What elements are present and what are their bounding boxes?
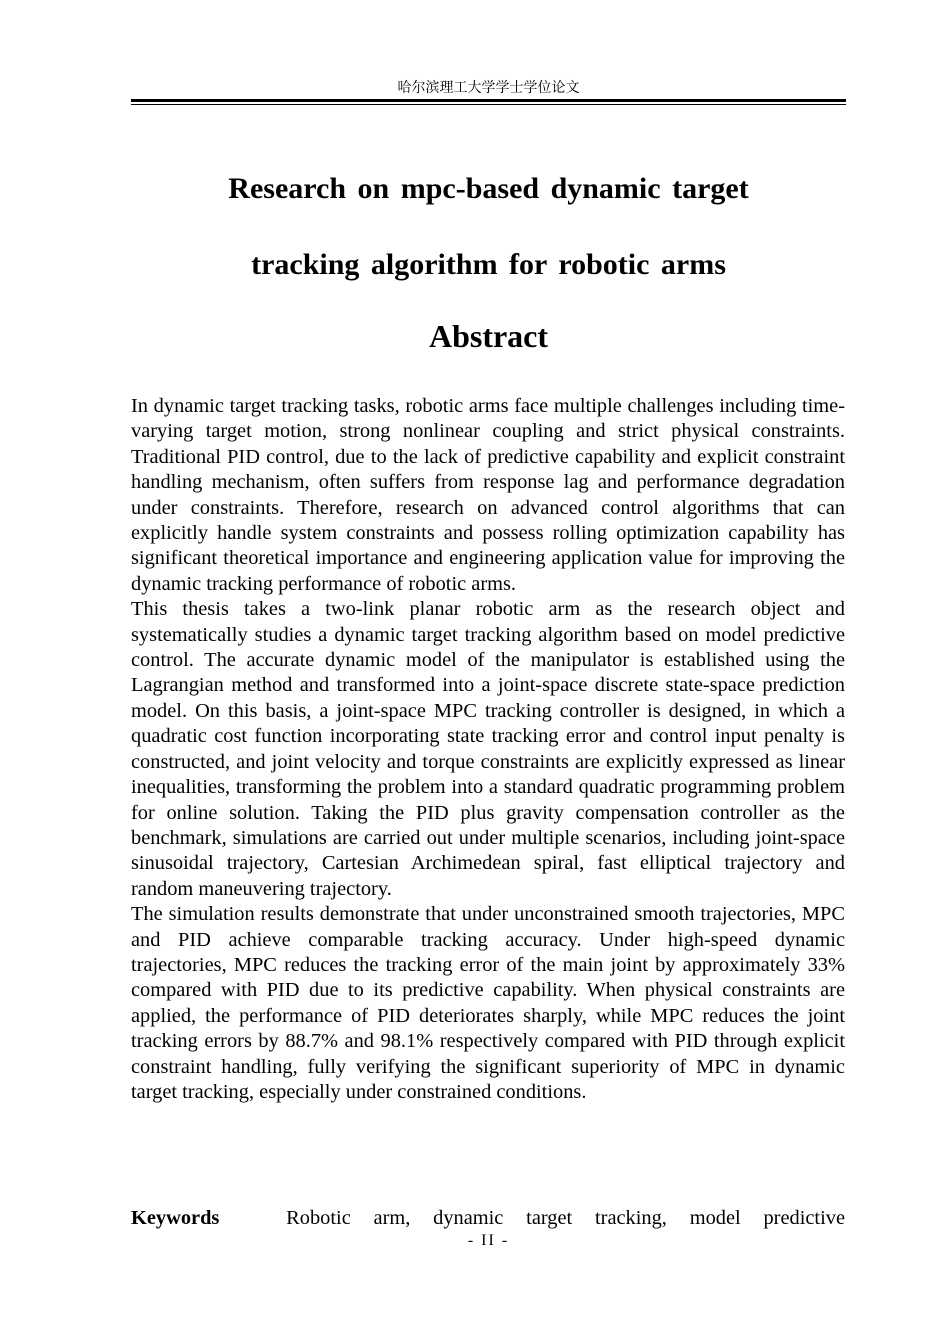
thesis-title-line-2: tracking algorithm for robotic arms [251,248,726,281]
header-double-rule [131,99,846,105]
keywords-text: Robotic arm, dynamic target tracking, model predictive [286,1207,845,1229]
abstract-paragraph-2: This thesis takes a two-link planar robotic arm as the research object and systematically studies a dynamic target tracking algorithm based on model predictive control. The accurate dynamic model of the manipulator is established using the Lagrangian method and transformed into a joint-space discrete state-space prediction model. On this basis, a joint-space MPC tracking controller is designed, in which a quadratic cost function incorporating state tracking error and control input penalty is constructed, and joint velocity and torque constraints are explicitly expressed as linear inequalities, transforming the problem into a standard quadratic programming problem for online solution. Taking the PID plus gravity compensation controller as the benchmark, simulations are carried out under multiple scenarios, including joint-space sinusoidal trajectory, Cartesian Archimedean spiral, fast elliptical trajectory and random maneuvering trajectory. [131,598,845,900]
abstract-paragraph-1: In dynamic target tracking tasks, robotic arms face multiple challenges including time-varying target motion, strong nonlinear coupling and strict physical constraints. Traditional PID control, due to the lack of predictive capability and explicit constraint handling mechanism, often suffers from response lag and performance degradation under constraints. Therefore, research on advanced control algorithms that can explicitly handle system constraints and possess rolling optimization capability has significant theoretical importance and engineering application value for improving the dynamic tracking performance of robotic arms. [131,395,845,595]
keywords-line [131,1206,845,1231]
thesis-title-line-1: Research on mpc-based dynamic target [228,172,749,205]
abstract-body [131,394,845,1105]
page-number: - II - [467,1232,510,1249]
keywords-label: Keywords [131,1207,220,1229]
abstract-paragraph-3: The simulation results demonstrate that under unconstrained smooth trajectories, MPC and PID achieve comparable tracking accuracy. Under high-speed dynamic trajectories, MPC reduces the tracking error of the main joint by approximately 33% compared with PID due to its predictive capability. When physical constraints are applied, the performance of PID deteriorates sharply, while MPC reduces the joint tracking errors by 88.7% and 98.1% respectively compared with PID through explicit constraint handling, fully verifying the significant superiority of MPC in dynamic target tracking, especially under constrained conditions. [131,903,845,1103]
thesis-title [131,151,846,303]
running-header: 哈尔滨理工大学学士学位论文 [397,80,580,96]
abstract-heading: Abstract [428,318,549,354]
